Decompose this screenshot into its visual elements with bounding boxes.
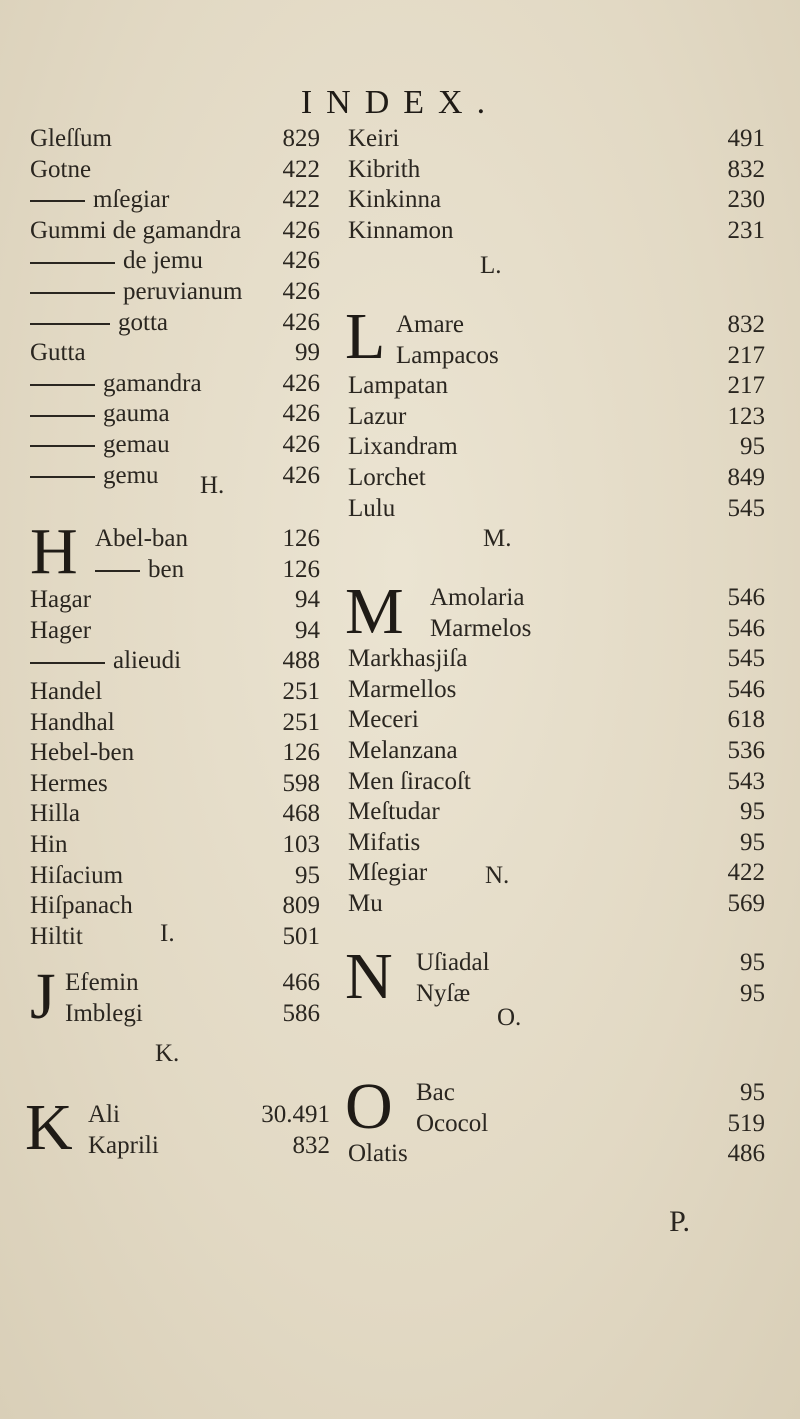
entry-page-number: 426 xyxy=(282,400,320,428)
entry-page-number: 466 xyxy=(282,969,320,996)
index-entry xyxy=(0,614,800,644)
index-entry xyxy=(0,310,800,340)
section-letter-heading: O. xyxy=(497,1004,522,1031)
entry-term-text: Handel xyxy=(30,678,103,705)
entry-page-number: 545 xyxy=(727,494,765,522)
drop-capital: M xyxy=(345,575,404,648)
entry-page-number: 94 xyxy=(295,616,320,644)
entry-page-number: 94 xyxy=(295,586,320,614)
index-entry xyxy=(0,583,800,613)
entry-term-text: Kaprili xyxy=(88,1131,159,1159)
entry-page-number: 536 xyxy=(727,737,765,764)
entry-page-number: 422 xyxy=(282,155,320,183)
index-entry xyxy=(0,767,800,797)
entry-term xyxy=(416,979,470,1009)
ditto-dash xyxy=(30,262,115,264)
entry-term-text: Keiri xyxy=(348,125,400,152)
entry-term xyxy=(348,402,406,432)
entry-term xyxy=(348,705,419,735)
entry-term-text: alieudi xyxy=(113,647,182,675)
index-entry xyxy=(0,828,800,858)
page-title: INDEX. xyxy=(300,84,500,121)
entry-page-number: 809 xyxy=(282,892,320,920)
index-entry xyxy=(0,246,800,276)
drop-capital: H xyxy=(30,515,78,588)
entry-page-number: 491 xyxy=(727,125,765,152)
ditto-dash xyxy=(30,292,115,294)
section-letter-heading: K. xyxy=(155,1040,180,1067)
drop-capital: N xyxy=(345,940,393,1013)
entry-term-text: Melanzana xyxy=(348,737,458,764)
entry-term-text: Kibrith xyxy=(348,155,421,183)
entry-page-number: 422 xyxy=(727,859,765,887)
index-entry xyxy=(0,797,800,827)
entry-term-text: Hagar xyxy=(30,586,92,614)
entry-page-number: 426 xyxy=(282,461,320,489)
entry-term-text: Meſtudar xyxy=(348,798,440,826)
entry-term xyxy=(348,185,441,215)
entry-page-number: 829 xyxy=(282,125,320,152)
entry-term-text: gemau xyxy=(103,431,170,458)
entry-term-text: Uſiadal xyxy=(416,949,490,976)
entry-term-text: gotta xyxy=(118,308,168,336)
entry-term-text: Men ſiracoſt xyxy=(348,767,471,795)
entry-term-text: Handhal xyxy=(30,708,115,736)
entry-term-text: ben xyxy=(148,555,185,583)
entry-term-text: mſegiar xyxy=(93,186,170,214)
index-entry xyxy=(0,979,800,1009)
index-entry xyxy=(0,124,800,154)
entry-term-text: Amolaria xyxy=(430,584,525,611)
entry-term xyxy=(348,767,471,797)
entry-term-text: Hiſpanach xyxy=(30,892,133,920)
entry-page-number: 95 xyxy=(740,798,765,826)
entry-page-number: 598 xyxy=(282,769,320,797)
section-letter-heading: H. xyxy=(200,472,225,499)
entry-term xyxy=(348,463,426,493)
entry-term-text: Bac xyxy=(416,1079,455,1106)
entry-term xyxy=(416,1078,455,1108)
entry-term xyxy=(348,494,395,524)
entry-term xyxy=(348,736,458,766)
index-entry xyxy=(0,858,800,888)
entry-term-text: Markhasjiſa xyxy=(348,645,468,673)
entry-page-number: 251 xyxy=(282,708,320,736)
index-entry xyxy=(0,432,800,462)
entry-page-number: 488 xyxy=(282,647,320,675)
entry-page-number: 251 xyxy=(282,678,320,705)
index-entry xyxy=(0,371,800,401)
index-entry xyxy=(0,1109,800,1139)
entry-term-text: Gleſſum xyxy=(30,125,112,152)
entry-term-text: Hager xyxy=(30,616,92,644)
entry-page-number: 95 xyxy=(740,828,765,856)
entry-page-number: 126 xyxy=(282,739,320,767)
entry-term xyxy=(348,797,440,827)
drop-capital: L xyxy=(345,300,386,373)
entry-term-text: Lampacos xyxy=(396,341,499,369)
entry-term-text: Mu xyxy=(348,890,383,917)
entry-page-number: 126 xyxy=(282,555,320,583)
entry-term xyxy=(348,644,467,674)
entry-page-number: 486 xyxy=(727,1140,765,1168)
entry-term xyxy=(95,524,188,554)
entry-term xyxy=(348,828,420,858)
index-entry xyxy=(0,494,800,524)
entry-page-number: 569 xyxy=(727,890,765,917)
index-entry xyxy=(0,889,800,919)
entry-page-number: 95 xyxy=(740,949,765,976)
index-entry xyxy=(0,1078,800,1108)
entry-term xyxy=(348,889,383,919)
drop-capital: K xyxy=(25,1091,73,1164)
entry-term-text: Marmelos xyxy=(430,614,532,642)
index-entry xyxy=(0,402,800,432)
entry-term xyxy=(348,371,448,401)
entry-term xyxy=(30,246,203,276)
entry-term-text: de jemu xyxy=(123,247,203,275)
entry-page-number: 546 xyxy=(727,584,765,611)
entry-page-number: 95 xyxy=(740,1079,765,1106)
entry-term-text: gamandra xyxy=(103,369,202,397)
entry-page-number: 231 xyxy=(727,216,765,244)
entry-term-text: gauma xyxy=(103,400,170,428)
section-letter-heading: L. xyxy=(480,252,502,279)
entry-term-text: Mifatis xyxy=(348,828,421,856)
entry-page-number: 126 xyxy=(282,525,320,552)
entry-term-text: Abel-ban xyxy=(95,525,189,552)
entry-term xyxy=(348,675,456,705)
entry-term-text: Kinnamon xyxy=(348,216,454,244)
entry-page-number: 422 xyxy=(282,186,320,214)
entry-page-number: 543 xyxy=(727,767,765,795)
index-entry xyxy=(0,185,800,215)
index-entry xyxy=(0,948,800,978)
entry-page-number: 501 xyxy=(282,922,320,950)
entry-page-number: 426 xyxy=(282,278,320,305)
entry-page-number: 426 xyxy=(282,308,320,336)
ditto-dash xyxy=(95,570,140,572)
entry-page-number: 426 xyxy=(282,431,320,458)
entry-term xyxy=(430,583,524,613)
entry-term xyxy=(348,858,427,888)
entry-page-number: 468 xyxy=(282,800,320,828)
entry-term xyxy=(430,614,531,644)
index-entry xyxy=(0,736,800,766)
entry-term-text: Imblegi xyxy=(65,999,143,1027)
entry-term-text: Lulu xyxy=(348,494,396,522)
entry-page-number: 30.491 xyxy=(261,1101,330,1128)
entry-term-text: Ococol xyxy=(416,1109,489,1137)
index-entry xyxy=(0,675,800,705)
entry-page-number: 217 xyxy=(727,372,765,400)
entry-term-text: Meceri xyxy=(348,706,419,734)
entry-page-number: 832 xyxy=(727,155,765,183)
entry-page-number: 546 xyxy=(727,614,765,642)
entry-term xyxy=(396,310,464,340)
entry-page-number: 426 xyxy=(282,216,320,244)
entry-term-text: Hermes xyxy=(30,769,108,797)
index-entry xyxy=(0,463,800,493)
index-entry xyxy=(0,524,800,554)
entry-term-text: Hebel-ben xyxy=(30,739,135,767)
entry-page-number: 123 xyxy=(727,402,765,430)
entry-term-text: Lixandram xyxy=(348,433,458,461)
section-letter-heading: M. xyxy=(483,525,512,552)
index-entry xyxy=(0,155,800,185)
index-entry xyxy=(0,277,800,307)
entry-term xyxy=(348,216,454,246)
entry-term-text: Lorchet xyxy=(348,464,426,491)
entry-page-number: 832 xyxy=(292,1131,330,1159)
catchword: P. xyxy=(669,1205,690,1238)
section-letter-heading: N. xyxy=(485,862,510,889)
entry-term-text: Hin xyxy=(30,831,68,858)
entry-term xyxy=(348,155,420,185)
entry-term-text: Hilla xyxy=(30,800,80,828)
entry-page-number: 586 xyxy=(282,999,320,1027)
entry-page-number: 832 xyxy=(727,311,765,338)
entry-term-text: Ali xyxy=(88,1101,120,1128)
entry-page-number: 426 xyxy=(282,369,320,397)
index-entry xyxy=(0,216,800,246)
index-entry xyxy=(0,705,800,735)
entry-page-number: 103 xyxy=(282,831,320,858)
entry-term-text: Hiltit xyxy=(30,922,83,950)
entry-page-number: 95 xyxy=(295,861,320,889)
entry-page-number: 230 xyxy=(727,186,765,214)
entry-term-text: Gummi de gamandra xyxy=(30,216,242,244)
entry-term-text: Lampatan xyxy=(348,372,448,400)
entry-term-text: Marmellos xyxy=(348,675,457,703)
entry-page-number: 95 xyxy=(740,979,765,1007)
drop-capital: J xyxy=(30,960,56,1033)
entry-term-text: Hiſacium xyxy=(30,861,124,889)
entry-term-text: Mſegiar xyxy=(348,859,428,887)
entry-term-text: Olatis xyxy=(348,1140,408,1168)
entry-term xyxy=(348,432,458,462)
entry-term-text: Lazur xyxy=(348,402,407,430)
drop-capital: O xyxy=(345,1070,393,1143)
entry-term-text: Nyſæ xyxy=(416,979,471,1007)
entry-page-number: 217 xyxy=(727,341,765,369)
entry-term-text: Amare xyxy=(396,311,465,338)
entry-term-text: Gutta xyxy=(30,339,86,367)
index-entry xyxy=(0,1139,800,1169)
index-entry xyxy=(0,644,800,674)
entry-page-number: 546 xyxy=(727,675,765,703)
entry-page-number: 545 xyxy=(727,645,765,673)
entry-page-number: 95 xyxy=(740,433,765,461)
entry-term xyxy=(396,341,499,371)
entry-term-text: Kinkinna xyxy=(348,186,442,214)
entry-page-number: 849 xyxy=(727,464,765,491)
entry-term xyxy=(30,277,242,307)
entry-page-number: 99 xyxy=(295,339,320,367)
entry-page-number: 618 xyxy=(727,706,765,734)
entry-term-text: Efemin xyxy=(65,969,139,996)
entry-term xyxy=(95,555,184,585)
entry-page-number: 519 xyxy=(727,1109,765,1137)
section-letter-heading: I. xyxy=(160,920,175,947)
entry-term xyxy=(416,948,490,978)
entry-page-number: 426 xyxy=(282,247,320,275)
entry-term xyxy=(348,1139,408,1169)
entry-term xyxy=(416,1109,488,1139)
entry-term-text: Gotne xyxy=(30,155,92,183)
index-entry xyxy=(0,341,800,371)
entry-term xyxy=(348,124,399,154)
entry-term-text: peruvianum xyxy=(123,278,243,305)
entry-term-text: gemu xyxy=(103,461,159,489)
